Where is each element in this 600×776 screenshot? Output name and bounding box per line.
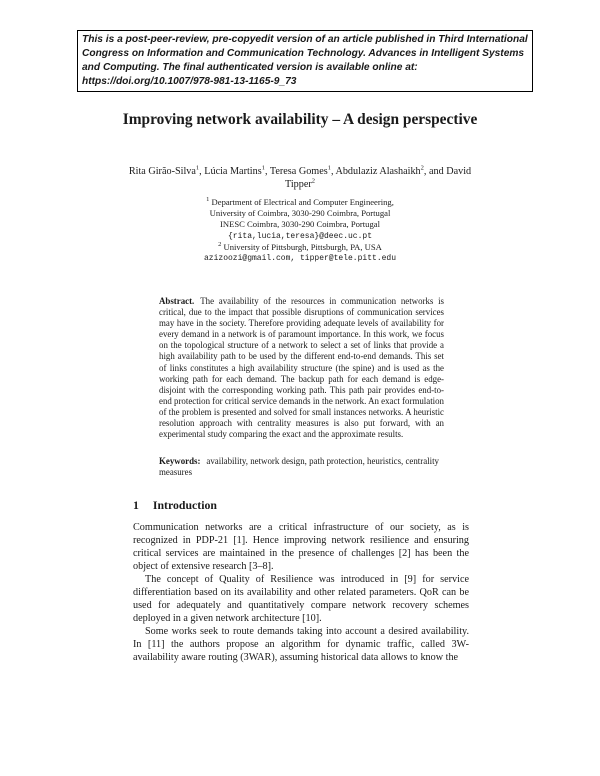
affil-mark: 2 xyxy=(420,164,424,172)
affiliation-line: Department of Electrical and Computer Engineering, xyxy=(211,197,394,207)
author-name: Rita Girão-Silva xyxy=(128,166,196,177)
affiliations: $^1$ Department of Electrical and Computer Engineering, University of Coimbra, 3030-290 Coimbra, Portugal INESC Coimbra, 3030-290 Coimbra, Portugal {rita,lucia,teresa}@deec.uc.pt $^2$ University of Pittsburgh, Pittsburgh, PA, USA azizoozi@gmail.com, tipper@tele.pitt.edu xyxy=(150,197,450,264)
abstract xyxy=(159,296,444,440)
affiliation-email: azizoozi@gmail.com, tipper@tele.pitt.edu xyxy=(203,254,397,264)
paragraph: The concept of Quality of Resilience was introduced in [9] for service differentiation based on its availability and other related parameters. QoR can be used for adequately and quantitatively compare network recovery schemes deployed in a given network architecture [10]. xyxy=(133,574,469,624)
section-heading xyxy=(133,498,217,513)
author-name: Abdulaziz Alashaikh xyxy=(335,166,421,177)
body-text xyxy=(133,521,469,664)
paragraph: Some works seek to route demands taking into account a desired availability. In [11] the authors propose an algorithm for dynamic traffic, called 3W-availability aware routing (3WAR), assuming historical data allows to know the xyxy=(133,626,469,663)
author-name: Lúcia Martins xyxy=(204,166,262,177)
author-list: Rita Girão-Silva$^1$, Lúcia Martins$^1$, Teresa Gomes$^1$, Abdulaziz Alashaikh$^2$, and David Tipper$^2$ xyxy=(128,164,472,190)
abstract-label: Abstract. xyxy=(159,296,195,306)
affiliation-line: University of Coimbra, 3030-290 Coimbra, Portugal xyxy=(209,208,391,219)
copyright-notice: This is a post-peer-review, pre-copyedit version of an article published in Third International Congress on Information and Communication Technology. Advances in Intelligent Systems and Computing. The final authenticated version is available online at: https://doi.org/10.1007/978-981-13-1165-9_73 xyxy=(77,30,533,92)
section-title: Introduction xyxy=(152,498,217,512)
author-name: David Tipper xyxy=(284,166,472,190)
paragraph: Communication networks are a critical infrastructure of our society, as is recognized in PDP-21 [1]. Hence improving network resilience and ensuring critical services are maintained in the presence of challenges [2] has been the object of extensive research [3–8]. xyxy=(133,522,469,572)
paper-title: Improving network availability – A design perspective xyxy=(122,111,478,128)
abstract-text: The availability of the resources in communication networks is critical, due to the impact that possible disruptions of communication services may have in the society. Therefore providing adequate levels of availability for every demand in a network is of paramount importance. In this work, we focus on the topological structure of a network to select a set of links that provide a high availability path to be used by the different end-to-end demands. This set of links constitutes a high availability structure (the spine) and is used as the working path for each demand. The backup path for each demand is edge-disjoint with the corresponding working path. This path pair provides end-to-end protection for critical service demands in the network. An exact formulation of the problem is presented and solved for small instances networks. A heuristic resolution approach with centrality measures is also put forward, with an experimental study comparing the exact and the approximate results. xyxy=(159,296,444,440)
affil-mark: 1 xyxy=(195,164,200,172)
author-name: Teresa Gomes xyxy=(269,166,328,177)
affil-mark: 2 xyxy=(311,177,316,185)
keywords-label: Keywords: xyxy=(159,456,201,466)
keywords xyxy=(159,456,444,478)
affiliation-line: University of Pittsburgh, Pittsburgh, PA, USA xyxy=(223,241,382,252)
keywords-text: availability, network design, path protection, heuristics, centrality measures xyxy=(159,456,439,478)
affiliation-line: INESC Coimbra, 3030-290 Coimbra, Portugal xyxy=(220,219,380,230)
affil-mark: 1 xyxy=(327,164,331,172)
section-number: 1 xyxy=(133,498,139,512)
affiliation-email: {rita,lucia,teresa}@deec.uc.pt xyxy=(227,231,373,241)
affil-mark: 1 xyxy=(261,164,265,172)
